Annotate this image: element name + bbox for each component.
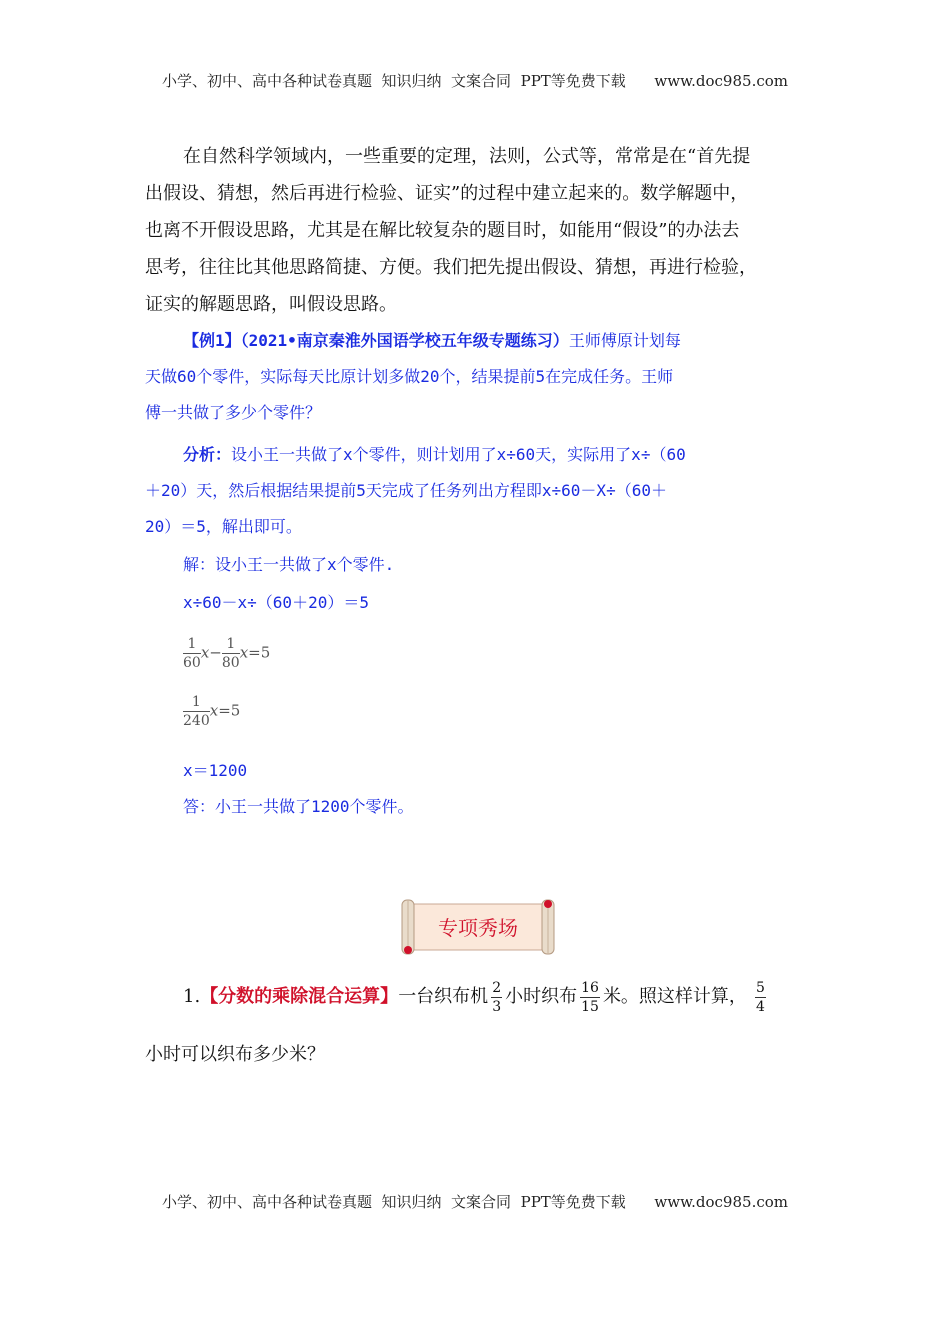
intro-line: 也离不开假设思路，尤其是在解比较复杂的题目时，如能用“假设”的办法去 — [145, 220, 740, 241]
solution-intro: 解：设小王一共做了x个零件. — [183, 555, 395, 574]
example-problem-line: 天做60个零件，实际每天比原计划多做20个，结果提前5在完成任务。王师 — [145, 367, 674, 386]
example-problem-line: 王师傅原计划每 — [568, 331, 681, 350]
question-text-2: 小时织布 — [505, 986, 578, 1007]
eq3-var: x — [209, 701, 219, 720]
intro-paragraph — [145, 138, 805, 323]
question-number: 1. — [183, 986, 201, 1007]
eq3-denominator: 240 — [183, 713, 210, 729]
eq2-minus: − — [209, 643, 222, 662]
solution-answer: 答：小王一共做了1200个零件。 — [183, 797, 414, 816]
analysis-line: 20）＝5，解出即可。 — [145, 517, 302, 536]
intro-line: 思考，往往比其他思路简捷、方便。我们把先提出假设、猜想，再进行检验， — [145, 257, 757, 278]
example-problem-line: 傅一共做了多少个零件？ — [145, 403, 322, 422]
question-text-1: 一台织布机 — [398, 986, 489, 1007]
eq2-denominator-1: 60 — [183, 655, 201, 671]
section-banner — [398, 898, 558, 956]
question-1-line-2: 小时可以织布多少米？ — [145, 1044, 325, 1065]
example-block — [145, 323, 810, 545]
eq3-numerator: 1 — [183, 695, 210, 712]
q1-frac2-denominator: 15 — [581, 998, 599, 1015]
equation-2 — [183, 637, 270, 670]
question-1-line-1 — [145, 974, 805, 1020]
equation-4: x＝1200 — [183, 761, 248, 780]
eq2-numerator-2: 1 — [222, 637, 240, 654]
eq2-var-1: x — [200, 643, 210, 662]
equation-1: x÷60－x÷（60＋20）＝5 — [183, 593, 369, 612]
page-header: 小学、初中、高中各种试卷真题 知识归纳 文案合同 PPT等免费下载 www.doc985.com — [161, 72, 788, 90]
banner-title: 专项秀场 — [438, 916, 518, 940]
intro-line: 在自然科学领域内，一些重要的定理，法则，公式等，常常是在“首先提 — [183, 146, 751, 167]
intro-line: 证实的解题思路，叫假设思路。 — [145, 294, 397, 315]
q1-frac1-numerator: 2 — [492, 979, 502, 996]
question-tag: 【分数的乘除混合运算】 — [200, 986, 399, 1007]
q1-frac2-numerator: 16 — [581, 979, 599, 996]
eq3-rhs: =5 — [218, 701, 241, 720]
q1-frac1-denominator: 3 — [492, 998, 502, 1015]
q1-frac3-numerator: 5 — [755, 979, 765, 996]
eq2-var-2: x — [239, 643, 249, 662]
analysis-line: ＋20）天，然后根据结果提前5天完成了任务列出方程即x÷60－X÷（60＋ — [145, 481, 667, 500]
q1-frac3-denominator: 4 — [755, 998, 765, 1015]
example-tag: 【例1】（2021•南京秦淮外国语学校五年级专题练习） — [183, 331, 569, 350]
eq2-numerator-1: 1 — [183, 637, 201, 654]
analysis-line: 设小王一共做了x个零件，则计划用了x÷60天，实际用了x÷（60 — [231, 445, 686, 464]
eq2-denominator-2: 80 — [221, 655, 240, 671]
page-footer: 小学、初中、高中各种试卷真题 知识归纳 文案合同 PPT等免费下载 www.doc985.com — [161, 1193, 788, 1211]
question-text-3: 米。照这样计算， — [602, 986, 747, 1007]
eq2-rhs: =5 — [248, 643, 271, 662]
equation-3 — [183, 695, 240, 728]
analysis-label: 分析： — [183, 445, 232, 464]
intro-line: 出假设、猜想，然后再进行检验、证实”的过程中建立起来的。数学解题中， — [145, 183, 749, 204]
